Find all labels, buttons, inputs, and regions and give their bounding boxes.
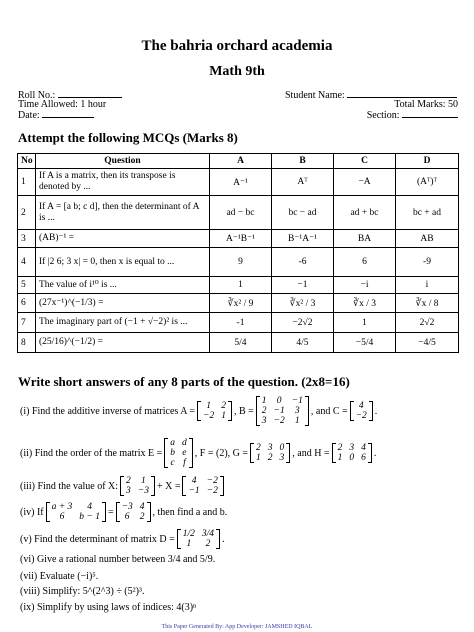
matrix-b: 1 0 −1 2 −1 3 3 −2 1 xyxy=(256,396,309,426)
matrix-q3-right: 4 −2 −1 −2 xyxy=(182,476,223,496)
mcq-question: If |2 6; 3 x| = 0, then x is equal to ... xyxy=(36,248,210,277)
matrix-h: 2 3 4 1 0 6 xyxy=(332,443,372,463)
mcq-no: 8 xyxy=(18,333,36,353)
mcq-row xyxy=(18,230,459,248)
short-question-7: (vii) Evaluate (−i)⁵. xyxy=(20,571,99,582)
q5-text: (v) Find the determinant of matrix D = xyxy=(20,533,175,545)
mcq-no: 1 xyxy=(18,169,36,196)
mcq-option-c: 1 xyxy=(334,313,396,333)
mcq-question: (27x⁻¹)^(−1/3) = xyxy=(36,294,210,313)
mcq-no: 2 xyxy=(18,196,36,230)
mcq-option-c: 6 xyxy=(334,248,396,277)
matrix-q4-left: a + 3 4 6 b − 1 xyxy=(46,502,106,522)
mcq-question: If A = [a b; c d], then the determinant of A is ... xyxy=(36,196,210,230)
mcq-option-c: ∛x / 3 xyxy=(334,294,396,313)
student-name-label: Student Name: xyxy=(285,90,345,101)
date xyxy=(18,109,94,121)
short-question-6: (vi) Give a rational number between 3/4 and 5/9. xyxy=(20,554,216,565)
matrix-a: 1 2 −2 1 xyxy=(197,401,232,421)
mcq-option-c: −A xyxy=(334,169,396,196)
mcq-question: (AB)⁻¹ = xyxy=(36,230,210,248)
mcq-option-b: −2√2 xyxy=(272,313,334,333)
mcq-option-d: −4/5 xyxy=(396,333,459,353)
col-b: B xyxy=(272,154,334,169)
mcq-option-a: 5/4 xyxy=(210,333,272,353)
mcq-no: 4 xyxy=(18,248,36,277)
matrix-d: 1/2 3/4 1 2 xyxy=(177,529,220,549)
mcq-question: The value of i¹⁰ is ... xyxy=(36,277,210,294)
school-title: The bahria orchard academia xyxy=(141,38,333,54)
section-label: Section: xyxy=(366,110,400,121)
mcq-option-d: (Aᵀ)ᵀ xyxy=(396,169,459,196)
matrix-e: a d b e c f xyxy=(164,438,193,468)
mcq-no: 7 xyxy=(18,313,36,333)
q1-c-label: , and C = xyxy=(310,405,348,417)
mcq-option-d: bc + ad xyxy=(396,196,459,230)
mcq-option-a: A⁻¹B⁻¹ xyxy=(210,230,272,248)
mcq-option-b: −1 xyxy=(272,277,334,294)
mcq-table xyxy=(17,153,459,353)
matrix-c: 4 −2 xyxy=(350,401,373,421)
total-marks: Total Marks: 50 xyxy=(394,99,458,110)
date-label: Date: xyxy=(18,110,40,121)
mcq-option-d: -9 xyxy=(396,248,459,277)
mcq-no: 6 xyxy=(18,294,36,313)
mcq-option-b: -6 xyxy=(272,248,334,277)
mcq-row xyxy=(18,333,459,353)
mcq-option-b: ∛x² / 3 xyxy=(272,294,334,313)
mcq-option-c: ad + bc xyxy=(334,196,396,230)
mcq-option-d: ∛x / 8 xyxy=(396,294,459,313)
col-a: A xyxy=(210,154,272,169)
mcq-option-b: B⁻¹A⁻¹ xyxy=(272,230,334,248)
section-line xyxy=(402,109,458,118)
q2-h-label: , and H = xyxy=(292,447,330,459)
mcq-option-d: 2√2 xyxy=(396,313,459,333)
mcq-option-d: AB xyxy=(396,230,459,248)
col-c: C xyxy=(334,154,396,169)
short-question-8: (viii) Simplify: 5^(2^3) ÷ (5²)³. xyxy=(20,586,145,597)
mcq-option-a: -1 xyxy=(210,313,272,333)
mcq-row xyxy=(18,313,459,333)
short-question-5: (v) Find the determinant of matrix D = 1/2 3/4 1 2 . xyxy=(20,529,225,549)
matrix-q3-left: 2 1 3 −3 xyxy=(120,476,155,496)
mcq-option-a: ∛x² / 9 xyxy=(210,294,272,313)
q1-b-label: , B = xyxy=(233,405,254,417)
q3-text: (iii) Find the value of X: xyxy=(20,480,119,492)
mcq-option-d: i xyxy=(396,277,459,294)
subject-title: Math 9th xyxy=(209,64,265,79)
mcq-option-a: 1 xyxy=(210,277,272,294)
mcq-header-row xyxy=(18,154,459,169)
q4-text: (iv) If xyxy=(20,506,44,518)
roll-no-label: Roll No.: xyxy=(18,90,56,101)
q2-text: (ii) Find the order of the matrix E = xyxy=(20,447,163,459)
short-question-1: (i) Find the additive inverse of matrices A = 1 2 −2 1 , B = 1 0 −1 2 −1 3 3 −2 1 , and C = 4 −2 . xyxy=(20,396,378,426)
roll-no-line xyxy=(58,89,122,98)
mcq-option-a: A⁻¹ xyxy=(210,169,272,196)
footer-credit: This Paper Generated By: App Developer: JAMSHED IQBAL xyxy=(161,624,313,630)
col-d: D xyxy=(396,154,459,169)
mcq-heading: Attempt the following MCQs (Marks 8) xyxy=(18,130,238,145)
mcq-question: (25/16)^(−1/2) = xyxy=(36,333,210,353)
mcq-row xyxy=(18,294,459,313)
mcq-no: 3 xyxy=(18,230,36,248)
mcq-option-c: −i xyxy=(334,277,396,294)
section xyxy=(367,109,458,121)
mcq-option-b: Aᵀ xyxy=(272,169,334,196)
col-question: Question xyxy=(36,154,210,169)
time-allowed: Time Allowed: 1 hour xyxy=(18,99,107,110)
mcq-option-a: 9 xyxy=(210,248,272,277)
mcq-row xyxy=(18,196,459,230)
short-question-2: (ii) Find the order of the matrix E = a d b e c f , F = (2), G = 2 3 0 1 2 3 , and H = 2 3 4 1 0 6 . xyxy=(20,438,377,468)
mcq-option-b: 4/5 xyxy=(272,333,334,353)
matrix-g: 2 3 0 1 2 3 xyxy=(250,443,290,463)
mcq-no: 5 xyxy=(18,277,36,294)
mcq-row xyxy=(18,169,459,196)
mcq-question: The imaginary part of (−1 + √−2)² is ... xyxy=(36,313,210,333)
matrix-q4-right: −3 4 6 2 xyxy=(116,502,151,522)
mcq-question: If A is a matrix, then its transpose is denoted by ... xyxy=(36,169,210,196)
q2-fg-label: , F = (2), G = xyxy=(194,447,249,459)
date-line xyxy=(42,109,94,118)
mcq-option-c: BA xyxy=(334,230,396,248)
student-name-line xyxy=(347,89,457,98)
mcq-row xyxy=(18,248,459,277)
short-question-9: (ix) Simplify by using laws of indices: 4(3)ⁿ xyxy=(20,602,197,613)
mcq-option-b: bc − ad xyxy=(272,196,334,230)
short-question-4: (iv) If a + 3 4 6 b − 1 = −3 4 6 2 , then find a and b. xyxy=(20,502,228,522)
short-answers-heading: Write short answers of any 8 parts of the question. (2x8=16) xyxy=(18,374,350,389)
q1-text: (i) Find the additive inverse of matrices A = xyxy=(20,405,196,417)
col-no: No xyxy=(18,154,36,169)
short-question-3: (iii) Find the value of X: 2 1 3 −3 + X = 4 −2 −1 −2 xyxy=(20,476,226,496)
mcq-row xyxy=(18,277,459,294)
mcq-option-a: ad − bc xyxy=(210,196,272,230)
mcq-option-c: −5/4 xyxy=(334,333,396,353)
